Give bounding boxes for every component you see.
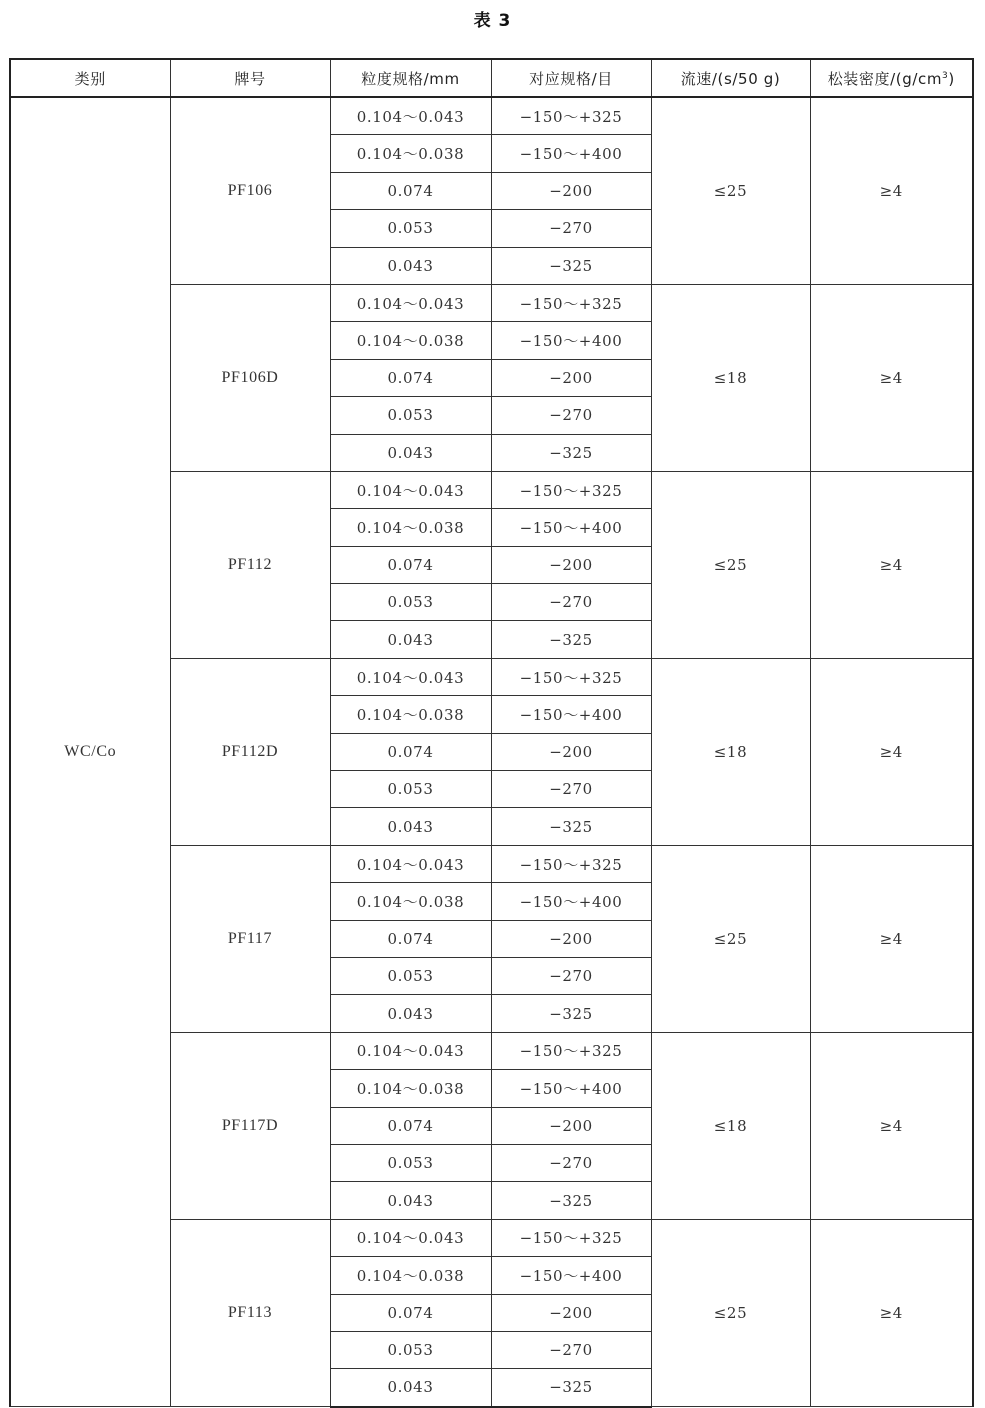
mesh-cell: −325 — [491, 808, 651, 845]
mesh-cell: −325 — [491, 434, 651, 471]
size-cell: 0.053 — [330, 771, 491, 808]
mesh-cell: −150～+325 — [491, 471, 651, 508]
size-cell: 0.043 — [330, 995, 491, 1032]
mesh-cell: −325 — [491, 247, 651, 284]
size-cell: 0.104～0.043 — [330, 284, 491, 321]
size-cell: 0.074 — [330, 172, 491, 209]
size-cell: 0.043 — [330, 808, 491, 845]
mesh-cell: −150～+400 — [491, 135, 651, 172]
flow-cell: ≤25 — [651, 1219, 810, 1406]
table-container — [9, 58, 972, 1408]
density-cell: ≥4 — [810, 1219, 973, 1406]
header-grade: 牌号 — [170, 59, 330, 97]
size-cell: 0.104～0.038 — [330, 322, 491, 359]
size-cell: 0.104～0.038 — [330, 696, 491, 733]
grade-cell: PF117 — [170, 845, 330, 1032]
size-cell: 0.043 — [330, 1182, 491, 1219]
mesh-cell: −200 — [491, 1107, 651, 1144]
header-flow: 流速/(s/50 g) — [651, 59, 810, 97]
size-cell: 0.053 — [330, 1144, 491, 1181]
table-caption: 表 3 — [473, 11, 512, 31]
mesh-cell: −150～+325 — [491, 1032, 651, 1069]
mesh-cell: −150～+325 — [491, 1219, 651, 1256]
flow-cell: ≤25 — [651, 845, 810, 1032]
mesh-cell: −325 — [491, 1369, 651, 1407]
mesh-cell: −150～+400 — [491, 883, 651, 920]
mesh-cell: −325 — [491, 1182, 651, 1219]
header-density — [810, 59, 973, 97]
size-cell: 0.074 — [330, 1294, 491, 1331]
mesh-cell: −200 — [491, 733, 651, 770]
mesh-cell: −270 — [491, 771, 651, 808]
mesh-cell: −200 — [491, 359, 651, 396]
size-cell: 0.053 — [330, 584, 491, 621]
mesh-cell: −270 — [491, 397, 651, 434]
mesh-cell: −270 — [491, 584, 651, 621]
size-cell: 0.074 — [330, 546, 491, 583]
size-cell: 0.053 — [330, 957, 491, 994]
grade-cell: PF112 — [170, 471, 330, 658]
powder-spec-table — [9, 58, 974, 1408]
density-cell: ≥4 — [810, 658, 973, 845]
mesh-cell: −150～+325 — [491, 658, 651, 695]
size-cell: 0.074 — [330, 359, 491, 396]
mesh-cell: −270 — [491, 210, 651, 247]
flow-cell: ≤25 — [651, 97, 810, 284]
size-cell: 0.043 — [330, 621, 491, 658]
mesh-cell: −200 — [491, 1294, 651, 1331]
grade-cell: PF117D — [170, 1032, 330, 1219]
size-cell: 0.104～0.043 — [330, 845, 491, 882]
size-cell: 0.053 — [330, 210, 491, 247]
density-cell: ≥4 — [810, 471, 973, 658]
category-cell: WC/Co — [10, 97, 170, 1407]
grade-cell: PF112D — [170, 658, 330, 845]
flow-cell: ≤18 — [651, 658, 810, 845]
mesh-cell: −270 — [491, 957, 651, 994]
grade-cell: PF106 — [170, 97, 330, 284]
header-row — [10, 59, 973, 97]
mesh-cell: −150～+325 — [491, 845, 651, 882]
mesh-cell: −325 — [491, 995, 651, 1032]
size-cell: 0.104～0.043 — [330, 471, 491, 508]
grade-cell: PF113 — [170, 1219, 330, 1406]
mesh-cell: −270 — [491, 1144, 651, 1181]
header-mesh: 对应规格/目 — [491, 59, 651, 97]
header-size: 粒度规格/mm — [330, 59, 491, 97]
flow-cell: ≤18 — [651, 284, 810, 471]
mesh-cell: −150～+400 — [491, 1257, 651, 1294]
size-cell: 0.074 — [330, 1107, 491, 1144]
flow-cell: ≤18 — [651, 1032, 810, 1219]
size-cell: 0.104～0.043 — [330, 1219, 491, 1256]
grade-cell: PF106D — [170, 284, 330, 471]
density-cell: ≥4 — [810, 845, 973, 1032]
size-cell: 0.104～0.038 — [330, 1070, 491, 1107]
header-category: 类别 — [10, 59, 170, 97]
density-cell: ≥4 — [810, 97, 973, 284]
mesh-cell: −150～+400 — [491, 509, 651, 546]
size-cell: 0.104～0.038 — [330, 509, 491, 546]
density-cell: ≥4 — [810, 284, 973, 471]
mesh-cell: −150～+400 — [491, 322, 651, 359]
size-cell: 0.053 — [330, 397, 491, 434]
size-cell: 0.043 — [330, 247, 491, 284]
size-cell: 0.074 — [330, 733, 491, 770]
mesh-cell: −200 — [491, 920, 651, 957]
header-density-sup: 3 — [942, 70, 949, 81]
mesh-cell: −200 — [491, 546, 651, 583]
size-cell: 0.043 — [330, 1369, 491, 1407]
flow-cell: ≤25 — [651, 471, 810, 658]
size-cell: 0.053 — [330, 1331, 491, 1368]
table-row — [10, 97, 973, 135]
size-cell: 0.104～0.038 — [330, 135, 491, 172]
mesh-cell: −150～+325 — [491, 97, 651, 135]
mesh-cell: −150～+400 — [491, 1070, 651, 1107]
mesh-cell: −150～+325 — [491, 284, 651, 321]
mesh-cell: −270 — [491, 1331, 651, 1368]
header-density-suffix: ) — [948, 69, 955, 88]
size-cell: 0.104～0.038 — [330, 1257, 491, 1294]
size-cell: 0.074 — [330, 920, 491, 957]
size-cell: 0.104～0.043 — [330, 658, 491, 695]
header-density-prefix: 松装密度/(g/cm — [827, 69, 943, 88]
mesh-cell: −325 — [491, 621, 651, 658]
mesh-cell: −200 — [491, 172, 651, 209]
density-cell: ≥4 — [810, 1032, 973, 1219]
size-cell: 0.104～0.043 — [330, 97, 491, 135]
size-cell: 0.104～0.043 — [330, 1032, 491, 1069]
mesh-cell: −150～+400 — [491, 696, 651, 733]
table-header — [10, 59, 973, 97]
size-cell: 0.104～0.038 — [330, 883, 491, 920]
table-body — [10, 97, 973, 1407]
size-cell: 0.043 — [330, 434, 491, 471]
